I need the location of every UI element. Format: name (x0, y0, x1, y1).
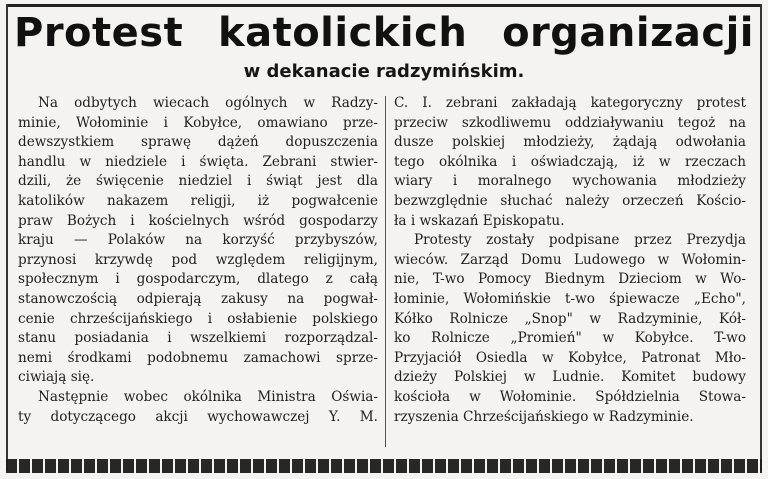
article-headline: Protest katolickich organizacji (14, 10, 754, 56)
text-line: przeciw szkodliwemu oddziaływaniu tegoż na (394, 114, 746, 131)
text-line: Następnie wobec okólnika Ministra Oświa- (38, 388, 378, 405)
text-line: bezwzględnie słuchać należy orzeczeń Kościo- (394, 192, 746, 209)
text-line: Kółko Rolnicze „Snop" w Radzyminie, Kół- (394, 310, 746, 327)
text-line: nemi środkami podobnemu zamachowi sprze- (18, 349, 378, 366)
text-line: ty dotyczącego akcji wychowawczej Y. M. (18, 408, 378, 425)
text-line: Na odbytych wiecach ogólnych w Radzy- (38, 95, 378, 111)
text-line: wieców. Zarząd Domu Ludowego w Wołomin- (394, 251, 746, 268)
text-line: dzili, że święcenie niedziel i świąt jest dla (18, 173, 378, 190)
text-line: ła i wskazań Episkopatu. (394, 212, 565, 229)
text-line: ko Rolnicze „Promień" w Kobyłce. T-wo (394, 330, 746, 347)
text-line: rzyszenia Chrześcijańskiego w Radzyminie. (394, 408, 694, 425)
text-line: katolików nakazem religji, iż pogwałcenie (18, 192, 378, 209)
text-line: kraju — Polaków na korzyść przybyszów, (18, 232, 378, 249)
text-line: przynosi krzywdę pod względem religijnym, (18, 251, 378, 268)
text-line: łominie, Wołomińskie t-wo śpiewacze „Echo", (394, 290, 746, 307)
text-line: stanu posiadania i wszelkiemi rozporządzal- (18, 330, 378, 347)
text-line: handlu w niedziele i święta. Zebrani stwier- (18, 153, 378, 170)
text-line: stanowczością odpierają zakusy na pogwał- (18, 290, 378, 307)
text-line: dzieży Polskiej w Ludnie. Komitet budowy (394, 369, 746, 386)
article-column-left (18, 94, 378, 427)
text-line: dewszystkiem sprawę dążeń dopuszczenia (18, 134, 378, 151)
article-column-right (394, 94, 746, 427)
text-line: C. I. zebrani zakładają kategoryczny protest (394, 95, 746, 111)
text-line: wiary i moralnego wychowania młodzieży (394, 173, 746, 190)
text-line: Przyjaciół Osiedla w Kobyłce, Patronat Mło- (394, 349, 746, 366)
article-subheadline: w dekanacie radzymińskim. (243, 61, 525, 82)
bottom-border-rule (6, 459, 762, 473)
text-line: Protesty zostały podpisane przez Prezydja (414, 232, 746, 249)
text-line: cenie chrześcijańskiego i osłabienie polskiego (18, 310, 378, 327)
text-line: ciwiają się. (18, 369, 95, 386)
top-border-rule (6, 4, 762, 7)
text-line: nie, T-wo Pomocy Biednym Dzieciom w Wo- (394, 271, 746, 288)
text-line: społecznym i gospodarczym, dlatego z całą (18, 271, 378, 288)
text-line: tego okólnika i oświadczają, iż w rzeczach (394, 153, 746, 170)
text-line: dusze polskiej młodzieży, żądają odwołania (394, 134, 746, 151)
column-divider (385, 96, 386, 447)
text-line: minie, Wołominie i Kobyłce, omawiano prze- (18, 114, 378, 131)
text-line: praw Bożych i kościelnych wśród gospodarzy (18, 212, 378, 229)
text-line: kościoła w Wołominie. Spółdzielnia Stowa- (394, 388, 746, 405)
